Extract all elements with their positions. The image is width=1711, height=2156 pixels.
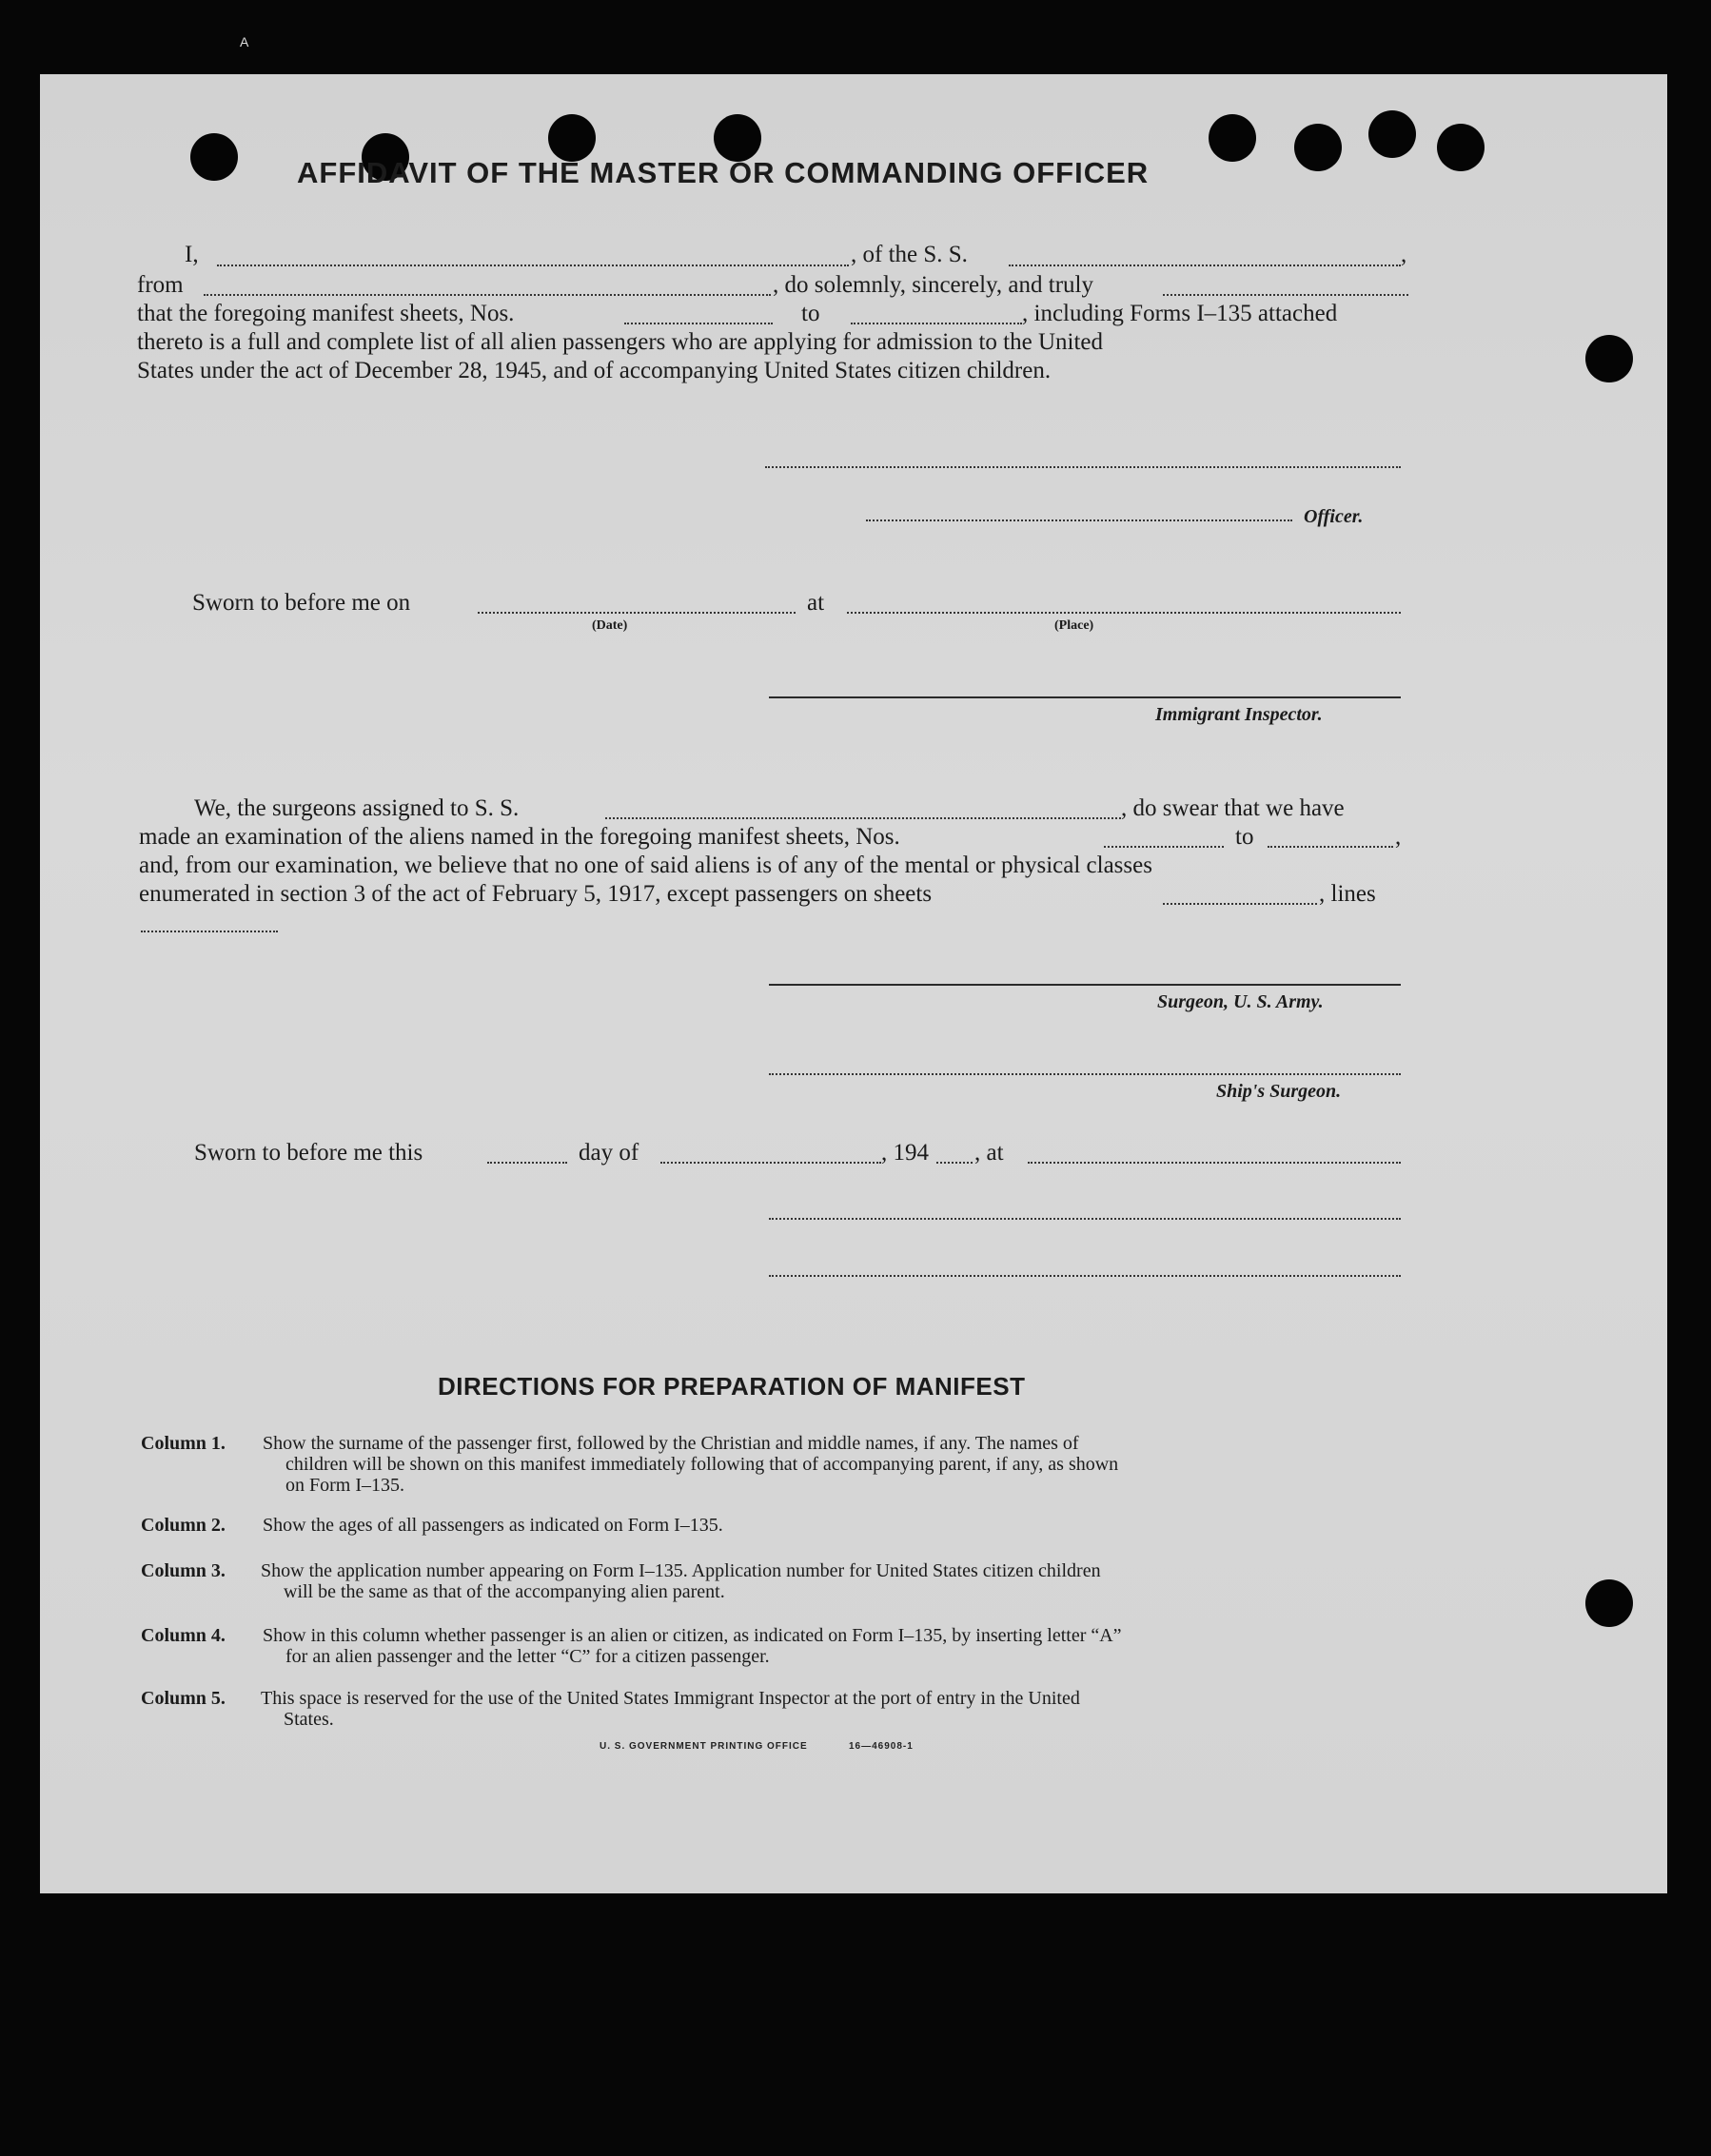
ship-name-field[interactable]	[1009, 265, 1401, 266]
surgeons-swear: , do swear that we have	[1121, 795, 1345, 821]
sworn-date-field[interactable]	[478, 612, 796, 614]
affidavit-to: to	[801, 301, 820, 326]
surgeons-line2: made an examination of the aliens named in the foregoing manifest sheets, Nos.	[139, 824, 900, 850]
army-surgeon-label: Surgeon, U. S. Army.	[1157, 991, 1324, 1012]
affidavit-manifest-sheets: that the foregoing manifest sheets, Nos.	[137, 301, 515, 326]
punch-hole	[1437, 124, 1485, 171]
corner-mark: A	[240, 34, 249, 49]
column-2-directions	[263, 1515, 1405, 1536]
officer-signature-line-2[interactable]	[866, 519, 1292, 521]
form-code: 16—46908‑1	[849, 1741, 914, 1752]
punch-hole	[1209, 114, 1256, 162]
column-5-label: Column 5.	[141, 1688, 226, 1709]
ship-surgeon-label: Ship's Surgeon.	[1216, 1081, 1342, 1102]
direction-line: States.	[284, 1709, 334, 1730]
column-3-directions	[261, 1560, 1403, 1602]
year-label: , 194	[881, 1140, 929, 1166]
surgeon-sheet-to-field[interactable]	[1268, 846, 1393, 848]
affidavit-including: , including Forms I–135 attached	[1022, 301, 1338, 326]
direction-line: Show the ages of all passengers as indicated on Form I–135.	[263, 1515, 723, 1536]
surgeon-sheet-from-field[interactable]	[1104, 846, 1224, 848]
punch-hole	[548, 114, 596, 162]
ship-surgeon-signature-line[interactable]	[769, 1073, 1401, 1075]
direction-line: This space is reserved for the use of the United States Immigrant Inspector at the port of entry in the United	[261, 1688, 1080, 1709]
affidavit-i: I,	[185, 242, 199, 267]
official-signature-line-2[interactable]	[769, 1275, 1401, 1277]
master-name-field[interactable]	[217, 265, 849, 266]
affidavit-line5: States under the act of December 28, 1945, and of accompanying United States citizen children.	[137, 358, 1052, 383]
surgeons-line1: We, the surgeons assigned to S. S.	[194, 795, 520, 821]
surgeons-to: to	[1235, 824, 1254, 850]
punch-hole	[1294, 124, 1342, 171]
surgeon-ship-field[interactable]	[605, 817, 1121, 819]
sworn-day-field[interactable]	[487, 1162, 567, 1164]
inspector-signature-line[interactable]	[769, 696, 1401, 698]
column-4-directions	[263, 1625, 1405, 1667]
surgeons-line4: enumerated in section 3 of the act of February 5, 1917, except passengers on sheets	[139, 881, 933, 907]
sworn-at-label: at	[807, 590, 825, 616]
column-1-label: Column 1.	[141, 1433, 226, 1454]
official-signature-line-1[interactable]	[769, 1218, 1401, 1220]
punch-hole	[190, 133, 238, 181]
surgeons-comma: ,	[1395, 824, 1402, 850]
port-from-field[interactable]	[204, 294, 771, 296]
affidavit-form-page	[40, 74, 1667, 1893]
punch-hole	[1585, 335, 1633, 382]
direction-line: Show in this column whether passenger is an alien or citizen, as indicated on Form I–135, by inserting letter “A”	[263, 1625, 1122, 1646]
officer-signature-line-1[interactable]	[765, 466, 1401, 468]
affidavit-from: from	[137, 272, 184, 298]
sworn-before-label: Sworn to before me on	[192, 590, 411, 616]
sworn-place-field-2[interactable]	[1028, 1162, 1401, 1164]
direction-line: children will be shown on this manifest immediately following that of accompanying parent, if any, as shown	[285, 1454, 1119, 1475]
place-caption: (Place)	[1054, 618, 1094, 633]
printer-imprint: U. S. GOVERNMENT PRINTING OFFICE	[600, 1741, 808, 1752]
column-2-label: Column 2.	[141, 1515, 226, 1536]
sworn-at-label-2: , at	[974, 1140, 1004, 1166]
affidavit-blank-field[interactable]	[1163, 294, 1408, 296]
army-surgeon-signature-line[interactable]	[769, 984, 1401, 986]
affidavit-ship-label: , of the S. S.	[851, 242, 968, 267]
directions-title: DIRECTIONS FOR PREPARATION OF MANIFEST	[438, 1372, 1026, 1401]
sheet-from-field[interactable]	[624, 323, 773, 324]
column-4-label: Column 4.	[141, 1625, 226, 1646]
column-3-label: Column 3.	[141, 1560, 226, 1581]
punch-hole	[1585, 1579, 1633, 1627]
direction-line: Show the surname of the passenger first, followed by the Christian and middle names, if any. The names of	[263, 1433, 1079, 1454]
day-of-label: day of	[579, 1140, 639, 1166]
sheet-to-field[interactable]	[851, 323, 1022, 324]
sworn-this-label: Sworn to before me this	[194, 1140, 423, 1166]
punch-hole	[1368, 110, 1416, 158]
sworn-place-field[interactable]	[847, 612, 1401, 614]
except-sheets-field[interactable]	[1163, 903, 1317, 905]
officer-label: Officer.	[1304, 506, 1364, 527]
inspector-label: Immigrant Inspector.	[1155, 704, 1323, 725]
date-caption: (Date)	[592, 618, 628, 633]
surgeons-line3: and, from our examination, we believe that no one of said aliens is of any of the mental or physical classes	[139, 853, 1152, 878]
sworn-month-field[interactable]	[660, 1162, 881, 1164]
affidavit-line4: thereto is a full and complete list of all alien passengers who are applying for admission to the United	[137, 329, 1104, 355]
form-title: AFFIDAVIT OF THE MASTER OR COMMANDING OFFICER	[297, 156, 1150, 189]
surgeons-lines-label: , lines	[1319, 881, 1376, 907]
direction-line: Show the application number appearing on Form I–135. Application number for United States citizen children	[261, 1560, 1101, 1581]
direction-line: on Form I–135.	[285, 1475, 404, 1496]
punch-hole	[714, 114, 761, 162]
column-1-directions	[263, 1433, 1405, 1496]
except-lines-field[interactable]	[141, 931, 278, 932]
affidavit-solemnly: , do solemnly, sincerely, and truly	[773, 272, 1093, 298]
direction-line: for an alien passenger and the letter “C” for a citizen passenger.	[285, 1646, 770, 1667]
direction-line: will be the same as that of the accompanying alien parent.	[284, 1581, 725, 1602]
column-5-directions	[261, 1688, 1403, 1730]
affidavit-comma: ,	[1401, 242, 1407, 267]
sworn-year-field[interactable]	[936, 1162, 973, 1164]
